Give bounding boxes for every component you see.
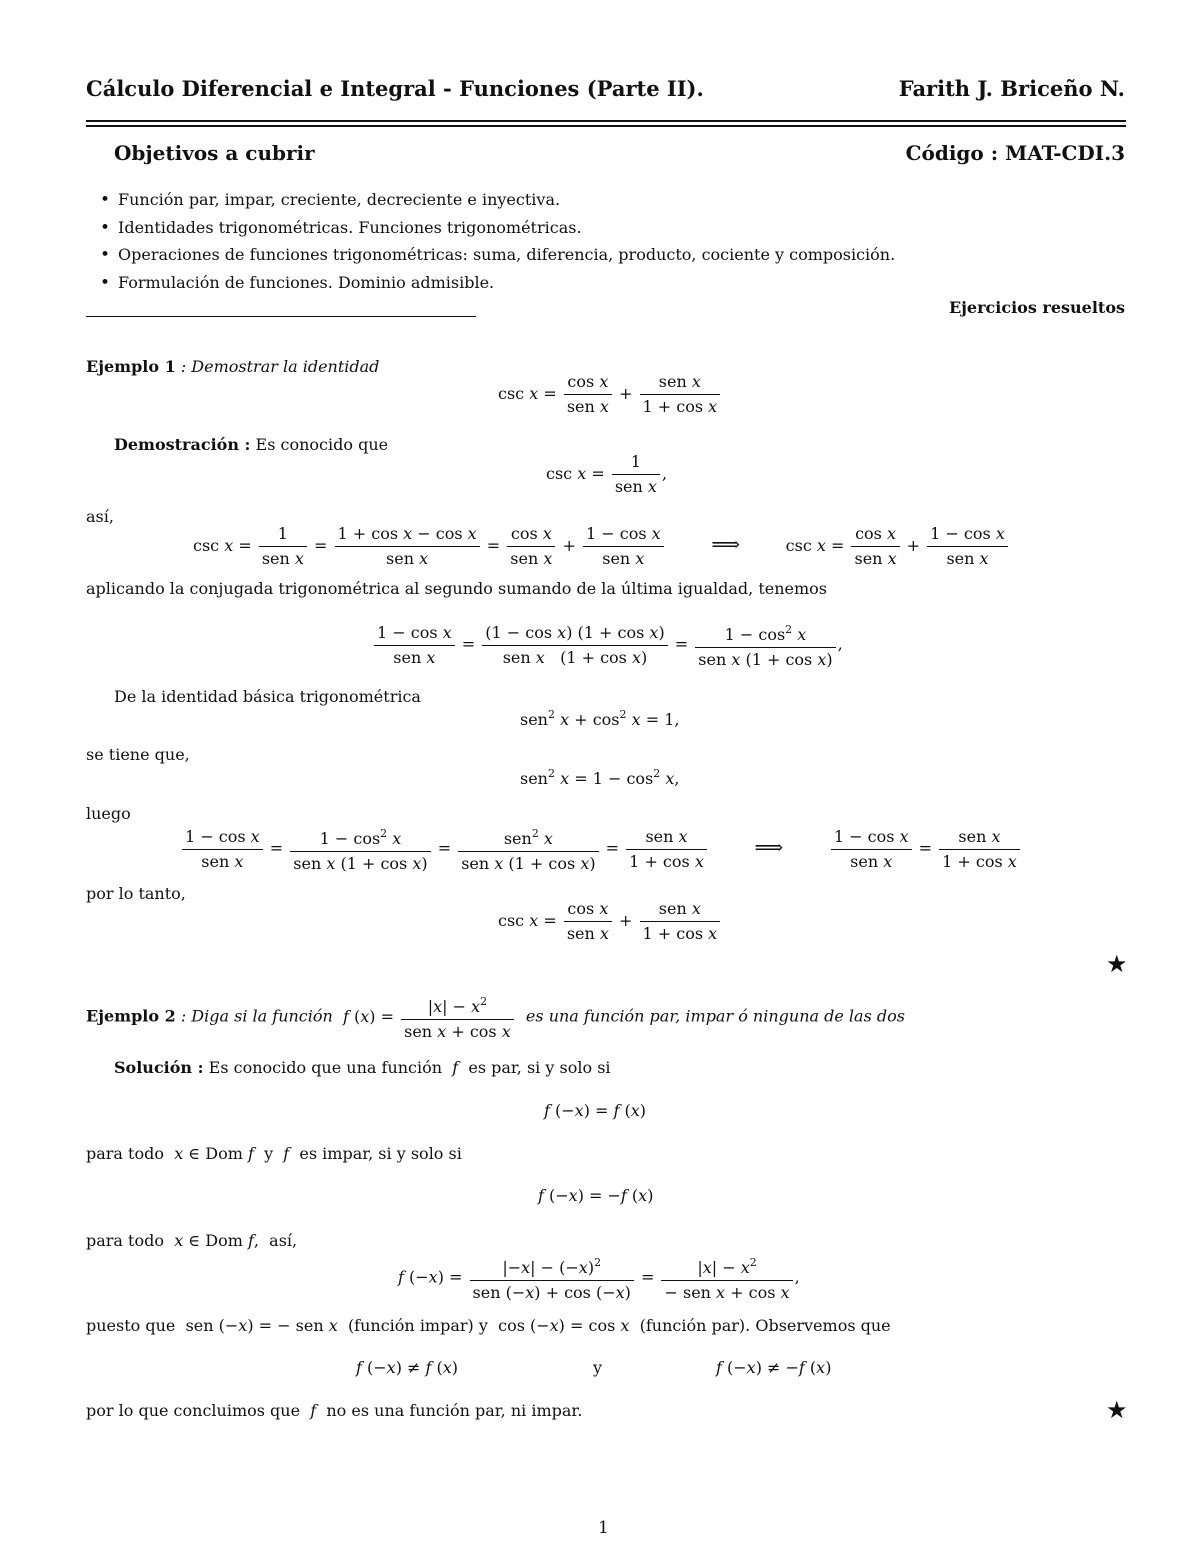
asi-text: así, — [86, 507, 114, 526]
proof-label: Demostración : — [114, 435, 251, 454]
step-text: aplicando la conjugada trigonométrica al segundo sumando de la última igualdad, tenemos — [86, 579, 827, 598]
not-even-relation: f (−x) ≠ f (x) — [356, 1358, 459, 1377]
section-divider — [86, 316, 476, 317]
por-tanto-text: por lo tanto, — [86, 884, 186, 903]
simplification-equation: $\frac{\text{1 − cos x}}{\text{sen x}}$ = $\frac{1 - \cos^2 x}{\text{sen x (1 + cos x)}}$ = $\frac{sen^2 x}{\text{sen x (1 + cos x)}}$ = $\frac{\text{sen x}}{\text{1 + cos x}}$ ⟹ $\frac{\text{1 − cos x}}{\text{sen x}}$ = $\frac{\text{sen x}}{\text{1 + cos x}}$ — [180, 822, 1022, 876]
section-label: Ejercicios resueltos — [948, 298, 1125, 317]
example-2-statement — [86, 990, 905, 1044]
funcion-impar-text: (función impar) — [347, 1316, 474, 1335]
solution-intro: Solución : Es conocido que una función f es par, si y solo si — [114, 1058, 611, 1077]
header-rule-top — [86, 120, 1126, 122]
conjugate-equation: $\frac{\text{1 − cos x}}{\text{sen x}}$ = $\frac{\text{(1 − cos x) (1 + cos x)}}{\text{sen x (1 + cos x)}}$ = $\frac{1 - \cos^2 x}{\text{sen x (1 + cos x)}}$ , — [372, 618, 843, 672]
funcion-par-text: (función par). Observemos que — [639, 1316, 891, 1335]
para-todo-text-2: para todo — [86, 1231, 164, 1250]
objectives-heading: Objetivos a cubrir — [114, 141, 315, 165]
example-1-statement — [86, 357, 379, 376]
and-text: y — [593, 1358, 603, 1377]
proof-intro-text: Es conocido que — [255, 435, 389, 454]
domain-text: para todo x ∈ Dom f y f es impar, si y solo si — [86, 1144, 462, 1163]
identity-text: De la identidad básica trigonométrica — [114, 687, 421, 706]
example-1-label: Ejemplo 1 — [86, 357, 176, 376]
conclusion-text: por lo que concluimos que f no es una función par, ni impar. — [86, 1401, 583, 1420]
objective-item: • Función par, impar, creciente, decreciente e inyectiva. — [100, 186, 895, 214]
example-2-label: Ejemplo 2 — [86, 1006, 176, 1026]
sin-squared-identity: sen$^2$ $x = 1 - \cos^2 x$, — [520, 767, 680, 788]
csc-definition: csc x = $\frac{1}{\text{sen x}}$ , — [546, 450, 667, 499]
parity-text: puesto que sen (−x) = − sen x (función impar) y cos (−x) = cos x (función par). Observemos que — [86, 1316, 891, 1335]
example-2-prompt: : Diga si la función — [180, 1006, 333, 1026]
luego-text: luego — [86, 804, 131, 823]
course-code: Código : MAT-CDI.3 — [905, 141, 1125, 165]
header-rule-bottom — [86, 125, 1126, 127]
conclusion-a: por lo que concluimos que — [86, 1401, 301, 1420]
odd-condition: f (−x) = −f (x) — [538, 1186, 654, 1205]
objective-item: • Identidades trigonométricas. Funciones trigonométricas. — [100, 214, 895, 242]
identity-equation: csc x = $\frac{\text{cos x}}{\text{sen x}}$ + $\frac{\text{sen x}}{\text{1 + cos x}}$ — [498, 370, 722, 419]
end-of-solution-star: ★ — [1106, 1396, 1128, 1424]
es-impar-text: es impar, si y solo si — [299, 1144, 462, 1163]
csc-expansion: csc x = $\frac{1}{\text{sen x}}$ = $\frac{\text{1 + cos x − cos x}}{\text{sen x}}$ = $\frac{\text{cos x}}{\text{sen x}}$ + $\frac{\text{1 − cos x}}{\text{sen x}}$ ⟹ csc x = $\frac{\text{cos x}}{\text{sen x}}$ + $\frac{\text{1 − cos x}}{\text{sen x}}$ — [193, 522, 1010, 571]
solution-text-a: Es conocido que una función — [208, 1058, 443, 1077]
f-of-minus-x: f (−x) = $\frac{|-x| - (-x)^2}{\text{sen (−x) + cos (−x)}}$ = $\frac{|x| - x^2}{\text{− sen x + cos x}}$ , — [398, 1251, 800, 1305]
function-definition: f (x) = $\frac{|x| - x^2}{\text{sen x + cos x}}$ — [338, 1007, 521, 1026]
asi-text-2: así, — [269, 1231, 298, 1250]
solution-text-b: es par, si y solo si — [468, 1058, 611, 1077]
para-todo-text: para todo — [86, 1144, 164, 1163]
y-text: y — [264, 1144, 274, 1163]
not-odd-relation: f (−x) ≠ −f (x) — [716, 1358, 832, 1377]
document-title: Cálculo Diferencial e Integral - Funciones (Parte II). — [86, 76, 704, 101]
pythagorean-identity: sen$^2$ $x + \cos^2 x = 1$, — [520, 708, 680, 729]
tiene-text: se tiene que, — [86, 745, 190, 764]
dom-label-2: Dom — [205, 1231, 243, 1250]
page-number: 1 — [598, 1518, 609, 1538]
example-1-prompt: : Demostrar la identidad — [180, 357, 380, 376]
objective-item: • Operaciones de funciones trigonométricas: suma, diferencia, producto, cociente y composición. — [100, 241, 895, 269]
proof-intro — [114, 435, 388, 454]
end-of-proof-star: ★ — [1106, 950, 1128, 978]
solution-label: Solución : — [114, 1058, 204, 1077]
even-condition: f (−x) = f (x) — [544, 1101, 647, 1120]
objective-item: • Formulación de funciones. Dominio admisible. — [100, 269, 895, 297]
dom-label: Dom — [205, 1144, 243, 1163]
conclusion-b: no es una función par, ni impar. — [326, 1401, 583, 1420]
document-author: Farith J. Briceño N. — [898, 76, 1125, 101]
puesto-que-text: puesto que — [86, 1316, 176, 1335]
example-2-prompt-end: es una función par, impar ó ninguna de las dos — [525, 1006, 905, 1026]
objectives-list — [100, 186, 895, 296]
domain-text-2: para todo x ∈ Dom f, así, — [86, 1231, 298, 1250]
final-identity: csc x = $\frac{\text{cos x}}{\text{sen x}}$ + $\frac{\text{sen x}}{\text{1 + cos x}}$ — [498, 897, 722, 946]
